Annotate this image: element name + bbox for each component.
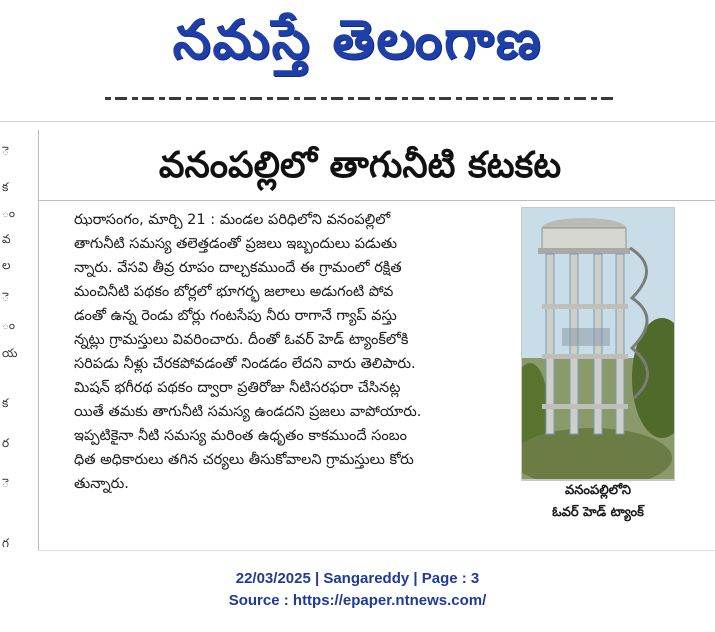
edge-glyph: క <box>2 396 9 410</box>
column-divider <box>38 130 39 550</box>
bottom-divider <box>38 550 715 551</box>
header-cutoff-strip <box>105 92 615 106</box>
article-line: యితే తమకు తాగునీటి సమస్య ఉండదని ప్రజలు వాపోయారు. <box>74 404 422 420</box>
top-divider <box>0 121 715 122</box>
article-line: డంతో ఉన్న రెండు బోర్లు గంటసేపు నీరు రాగానే గ్యాప్ వస్తు <box>74 308 397 324</box>
article-headline: వనంపల్లిలో తాగునీటి కటకట <box>158 145 562 186</box>
edge-glyph: ం <box>2 318 16 332</box>
caption-line-1: వనంపల్లిలోని <box>565 483 631 498</box>
edge-glyph: ం <box>2 206 16 220</box>
article-line: న్నారు. వేసవి తీవ్ర రూపం దాల్చకముందే ఈ గ్రామంలో రక్షిత <box>74 260 402 276</box>
article-line: మిషన్ భగీరథ పథకం ద్వారా ప్రతిరోజు నీటిసరఫరా చేసినట్ల <box>74 380 401 396</box>
source-link[interactable]: Source : https://epaper.ntnews.com/ <box>228 592 487 609</box>
edge-glyph: క <box>2 180 9 194</box>
masthead-title: నమస్తే తెలంగాణ <box>172 8 543 71</box>
edition-info: 22/03/2025 | Sangareddy | Page : 3 <box>235 570 480 587</box>
article-line: సరిపడు నీళ్లు చేరకపోవడంతో నిండడం లేదని వారు తెలిపారు. <box>74 356 416 372</box>
edge-glyph: వ <box>2 232 11 246</box>
edge-glyph: ె <box>2 476 9 490</box>
article-line: ఝరాసంగం, మార్చి 21 : మండల పరిధిలోని వనంపల్లిలో <box>74 212 391 228</box>
edge-glyph: గ <box>2 536 9 550</box>
water-tank-photo <box>521 207 675 481</box>
left-column-edge <box>0 140 18 550</box>
article-line: తున్నారు. <box>74 476 129 492</box>
edge-glyph: ర <box>2 436 10 450</box>
photo-caption <box>521 479 675 538</box>
headline-divider <box>38 200 715 201</box>
article-line: న్నట్లు గ్రామస్తులు వివరించారు. దీంతో ఓవర్ హెడ్ ట్యాంక్‌లోకి <box>74 332 409 348</box>
edge-glyph: ల <box>2 258 11 272</box>
article-line: మంచినీటి పథకం బోర్లలో భూగర్భ జలాలు అడుగంటి పోవ <box>74 284 394 300</box>
article-line: ఇప్పటికైనా నీటి సమస్య మరింత ఉధృతం కాకముందే సంబం <box>74 428 407 444</box>
water-tank-illustration <box>522 208 674 480</box>
edition-footer <box>0 568 715 616</box>
caption-line-2: ఓవర్ హెడ్ ట్యాంక్ <box>552 505 644 520</box>
edge-glyph: ె <box>2 144 9 158</box>
masthead <box>0 4 715 76</box>
edge-glyph: ె <box>2 290 9 304</box>
edge-glyph: య <box>2 346 18 360</box>
article-line: తాగునీటి సమస్య తలెత్తడంతో ప్రజలు ఇబ్బందులు పడుతు <box>74 236 398 252</box>
cutoff-text-strip <box>105 97 615 100</box>
article-line: ధిత అధికారులు తగిన చర్యలు తీసుకోవాలని గ్రామస్తులు కోరు <box>74 452 414 468</box>
article-body <box>74 208 508 530</box>
